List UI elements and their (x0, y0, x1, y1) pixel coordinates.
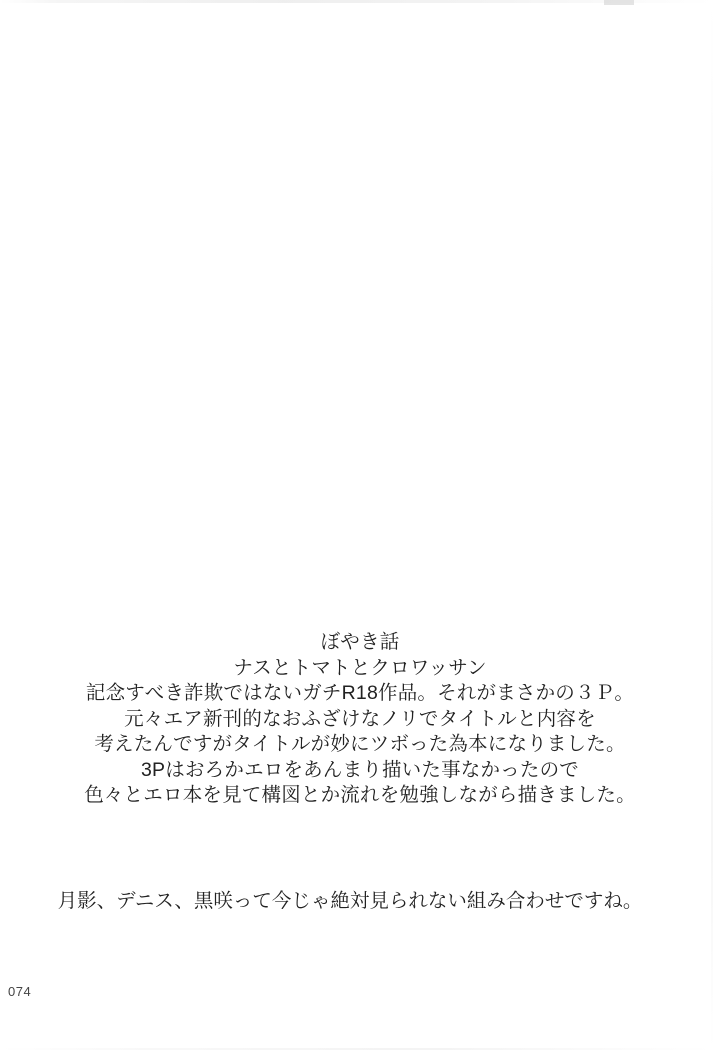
afterword-line-4: 3Pはおろかエロをあんまり描いた事なかったので (141, 758, 579, 781)
afterword-line-1: 記念すべき詐欺ではないガチR18作品。それがまさかの３Ｐ。 (85, 682, 635, 704)
page-number: 074 (8, 984, 32, 999)
afterword-block (40, 630, 680, 809)
afterword-heading: ぼやき話 (320, 631, 400, 653)
afterword-subtitle: ナスとトマトとクロワッサン (233, 656, 487, 679)
afterword-closing: 月影、デニス、黒咲って今じゃ絶対見られない組み合わせですね。 (57, 890, 643, 912)
afterword-line-2: 元々エア新刊的なおふざけなノリでタイトルと内容を (124, 707, 596, 730)
scan-edge-mark (604, 0, 634, 5)
afterword-line-3: 考えたんですがタイトルが妙にツボった為本になりました。 (94, 733, 626, 755)
afterword-line-5: 色々とエロ本を見て構図とか流れを勉強しながら描きました。 (84, 784, 636, 806)
